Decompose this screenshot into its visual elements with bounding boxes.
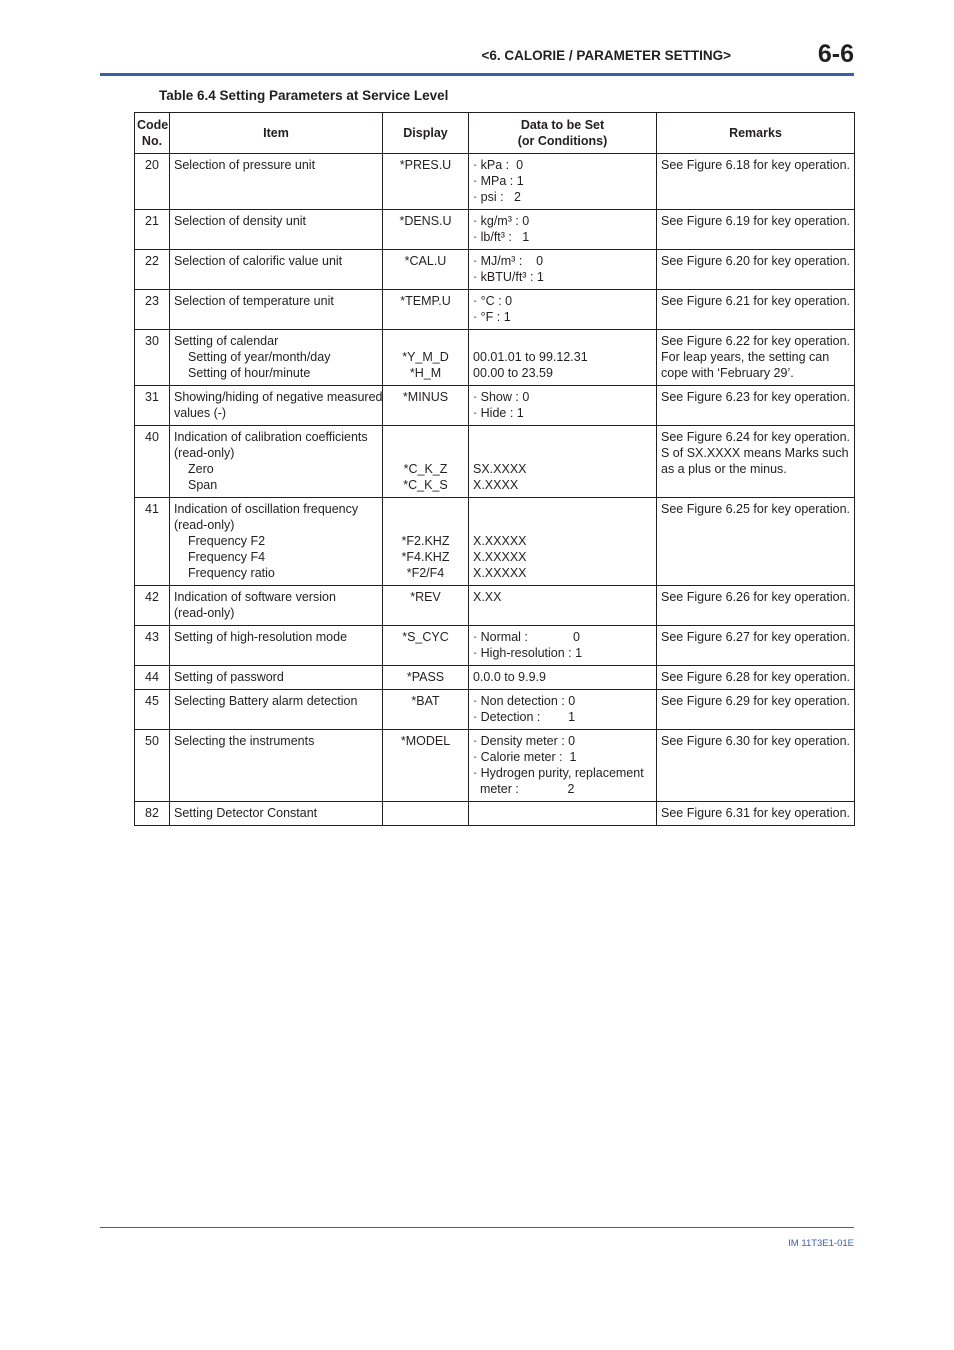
display-cell — [383, 498, 469, 586]
data-cell — [469, 690, 657, 730]
remarks-cell — [657, 498, 855, 586]
data-line: · kPa : 0 — [473, 158, 524, 172]
data-line: · High-resolution : 1 — [473, 646, 583, 660]
data-line: · kg/m³ : 0 — [473, 214, 530, 228]
display-line — [387, 429, 464, 445]
item-line: Setting of year/month/day — [188, 350, 331, 364]
item-line: Zero — [188, 462, 214, 476]
item-line: Frequency F2 — [188, 534, 266, 548]
item-cell — [170, 290, 383, 330]
data-line: · MJ/m³ : 0 — [473, 254, 544, 268]
data-cell — [469, 586, 657, 626]
data-line: · Density meter : 0 — [473, 734, 576, 748]
remarks-line: cope with ‘February 29’. — [661, 366, 794, 380]
display-cell — [383, 666, 469, 690]
remarks-line: See Figure 6.27 for key operation. — [661, 630, 851, 644]
display-line — [387, 333, 464, 349]
remarks-cell — [657, 290, 855, 330]
display-line — [387, 445, 464, 461]
display-line — [387, 517, 464, 533]
table-row — [135, 386, 855, 426]
table-row — [135, 802, 855, 826]
item-line: Indication of software version — [174, 590, 336, 604]
table-row — [135, 210, 855, 250]
data-line: · Non detection : 0 — [473, 694, 576, 708]
data-line: X.XX — [473, 590, 502, 604]
item-cell — [170, 730, 383, 802]
remarks-cell — [657, 586, 855, 626]
item-line: values (-) — [174, 406, 227, 420]
data-line — [473, 805, 652, 821]
item-line: (read-only) — [174, 446, 235, 460]
item-cell — [170, 802, 383, 826]
table-body — [135, 154, 855, 826]
remarks-cell — [657, 666, 855, 690]
display-line: *BAT — [411, 694, 440, 708]
display-cell — [383, 250, 469, 290]
table-row — [135, 586, 855, 626]
display-cell — [383, 690, 469, 730]
display-cell — [383, 426, 469, 498]
data-line: · Hide : 1 — [473, 406, 524, 420]
item-line: Setting of high-resolution mode — [174, 630, 348, 644]
table-row — [135, 498, 855, 586]
display-line: *Y_M_D — [402, 350, 449, 364]
display-line: *CAL.U — [404, 254, 447, 268]
data-line: · Detection : 1 — [473, 710, 576, 724]
code-cell: 45 — [135, 690, 170, 730]
remarks-line: See Figure 6.28 for key operation. — [661, 670, 851, 684]
display-line: *PASS — [406, 670, 445, 684]
remarks-cell — [657, 626, 855, 666]
display-line — [387, 501, 464, 517]
display-line: *C_K_Z — [403, 462, 448, 476]
code-cell: 22 — [135, 250, 170, 290]
item-line: Setting Detector Constant — [174, 806, 318, 820]
data-line: 00.01.01 to 99.12.31 — [473, 350, 588, 364]
data-line: · °F : 1 — [473, 310, 511, 324]
data-line: 00.00 to 23.59 — [473, 366, 553, 380]
display-line — [387, 805, 464, 821]
item-line: Selecting Battery alarm detection — [174, 694, 358, 708]
table-caption: Table 6.4 Setting Parameters at Service Level — [159, 88, 449, 103]
item-cell — [170, 154, 383, 210]
item-cell — [170, 626, 383, 666]
data-cell — [469, 426, 657, 498]
remarks-cell — [657, 730, 855, 802]
remarks-cell — [657, 154, 855, 210]
item-line: Setting of calendar — [174, 334, 279, 348]
table-row — [135, 290, 855, 330]
remarks-cell — [657, 802, 855, 826]
table-row — [135, 154, 855, 210]
remarks-line: S of SX.XXXX means Marks such — [661, 446, 849, 460]
display-cell — [383, 154, 469, 210]
remarks-cell — [657, 250, 855, 290]
item-cell — [170, 666, 383, 690]
remarks-line: See Figure 6.19 for key operation. — [661, 214, 851, 228]
code-cell: 23 — [135, 290, 170, 330]
item-cell — [170, 210, 383, 250]
table-row — [135, 730, 855, 802]
code-cell: 44 — [135, 666, 170, 690]
data-line — [473, 333, 652, 349]
item-cell — [170, 498, 383, 586]
data-cell — [469, 154, 657, 210]
table-row — [135, 426, 855, 498]
header-data: Data to be Set (or Conditions) — [469, 113, 657, 154]
display-cell — [383, 586, 469, 626]
code-cell: 43 — [135, 626, 170, 666]
item-line: Selection of density unit — [174, 214, 307, 228]
display-cell — [383, 802, 469, 826]
item-cell — [170, 586, 383, 626]
remarks-line: See Figure 6.31 for key operation. — [661, 806, 851, 820]
display-line: *TEMP.U — [400, 294, 451, 308]
display-line: *F2.KHZ — [401, 534, 450, 548]
data-line: X.XXXXX — [473, 566, 527, 580]
display-cell — [383, 290, 469, 330]
remarks-line: See Figure 6.25 for key operation. — [661, 502, 851, 516]
item-line: Selection of calorific value unit — [174, 254, 343, 268]
data-cell — [469, 498, 657, 586]
item-line: Selection of pressure unit — [174, 158, 316, 172]
display-line: *H_M — [409, 366, 442, 380]
data-line — [473, 501, 652, 517]
data-line: · Calorie meter : 1 — [473, 750, 577, 764]
code-cell: 50 — [135, 730, 170, 802]
data-line: · Hydrogen purity, replacement — [473, 766, 644, 780]
remarks-line: See Figure 6.29 for key operation. — [661, 694, 851, 708]
remarks-line: as a plus or the minus. — [661, 462, 787, 476]
header-code: Code No. — [135, 113, 170, 154]
display-cell — [383, 730, 469, 802]
data-cell — [469, 290, 657, 330]
data-cell — [469, 250, 657, 290]
data-line: X.XXXXX — [473, 534, 527, 548]
data-line: 0.0.0 to 9.9.9 — [473, 670, 546, 684]
remarks-line: See Figure 6.24 for key operation. — [661, 430, 851, 444]
table-header-row — [135, 113, 855, 154]
remarks-line: See Figure 6.18 for key operation. — [661, 158, 851, 172]
data-line: X.XXXX — [473, 478, 519, 492]
code-cell: 20 — [135, 154, 170, 210]
display-line: *MINUS — [402, 390, 449, 404]
remarks-cell — [657, 210, 855, 250]
item-line: Indication of calibration coefficients — [174, 430, 368, 444]
display-cell — [383, 386, 469, 426]
item-line: Selection of temperature unit — [174, 294, 334, 308]
code-cell: 30 — [135, 330, 170, 386]
display-line: *C_K_S — [403, 478, 448, 492]
parameters-table — [134, 112, 855, 826]
code-cell: 40 — [135, 426, 170, 498]
data-line: · Show : 0 — [473, 390, 530, 404]
display-line: *S_CYC — [402, 630, 449, 644]
data-cell — [469, 730, 657, 802]
code-cell: 21 — [135, 210, 170, 250]
item-cell — [170, 690, 383, 730]
page-number: 6-6 — [817, 40, 854, 68]
item-line: Setting of hour/minute — [188, 366, 311, 380]
remarks-cell — [657, 386, 855, 426]
data-line: X.XXXXX — [473, 550, 527, 564]
display-line: *MODEL — [400, 734, 451, 748]
display-line: *DENS.U — [399, 214, 452, 228]
item-line: Frequency F4 — [188, 550, 266, 564]
data-line: meter : 2 — [473, 782, 575, 796]
display-line: *F4.KHZ — [401, 550, 450, 564]
header-rule — [100, 73, 854, 76]
item-line: Showing/hiding of negative measured — [174, 390, 383, 404]
remarks-line: See Figure 6.30 for key operation. — [661, 734, 851, 748]
remarks-line: See Figure 6.20 for key operation. — [661, 254, 851, 268]
section-title: <6. CALORIE / PARAMETER SETTING> — [481, 48, 731, 63]
item-line: Setting of password — [174, 670, 284, 684]
data-line: SX.XXXX — [473, 462, 527, 476]
item-cell — [170, 426, 383, 498]
data-cell — [469, 802, 657, 826]
data-line: · psi : 2 — [473, 190, 521, 204]
item-line: Selecting the instruments — [174, 734, 315, 748]
item-cell — [170, 250, 383, 290]
code-cell: 31 — [135, 386, 170, 426]
data-cell — [469, 210, 657, 250]
item-line: (read-only) — [174, 518, 235, 532]
remarks-line: See Figure 6.21 for key operation. — [661, 294, 851, 308]
header-item: Item — [170, 113, 383, 154]
item-cell — [170, 386, 383, 426]
data-cell — [469, 386, 657, 426]
code-cell: 41 — [135, 498, 170, 586]
display-cell — [383, 330, 469, 386]
header-display: Display — [383, 113, 469, 154]
doc-number: IM 11T3E1-01E — [788, 1238, 854, 1249]
data-line: · °C : 0 — [473, 294, 513, 308]
remarks-line: See Figure 6.26 for key operation. — [661, 590, 851, 604]
remarks-cell — [657, 330, 855, 386]
remarks-cell — [657, 690, 855, 730]
item-line: Frequency ratio — [188, 566, 275, 580]
data-cell — [469, 330, 657, 386]
data-line — [473, 429, 652, 445]
item-line: Indication of oscillation frequency — [174, 502, 359, 516]
table-row — [135, 690, 855, 730]
display-line: *REV — [410, 590, 441, 604]
table-row — [135, 626, 855, 666]
data-line: · MPa : 1 — [473, 174, 524, 188]
display-line: *F2/F4 — [406, 566, 445, 580]
data-cell — [469, 666, 657, 690]
table-row — [135, 250, 855, 290]
table-row — [135, 330, 855, 386]
footer-rule — [100, 1227, 854, 1228]
display-cell — [383, 210, 469, 250]
item-line: (read-only) — [174, 606, 235, 620]
display-cell — [383, 626, 469, 666]
display-line: *PRES.U — [399, 158, 452, 172]
remarks-line: See Figure 6.22 for key operation. — [661, 334, 851, 348]
code-cell: 82 — [135, 802, 170, 826]
data-line: · Normal : 0 — [473, 630, 580, 644]
header-remarks: Remarks — [657, 113, 855, 154]
remarks-line: See Figure 6.23 for key operation. — [661, 390, 851, 404]
data-line: · kBTU/ft³ : 1 — [473, 270, 544, 284]
item-line: Span — [188, 478, 218, 492]
data-cell — [469, 626, 657, 666]
data-line — [473, 445, 652, 461]
data-line — [473, 517, 652, 533]
code-cell: 42 — [135, 586, 170, 626]
remarks-cell — [657, 426, 855, 498]
item-cell — [170, 330, 383, 386]
table-row — [135, 666, 855, 690]
data-line: · lb/ft³ : 1 — [473, 230, 530, 244]
remarks-line: For leap years, the setting can — [661, 350, 830, 364]
